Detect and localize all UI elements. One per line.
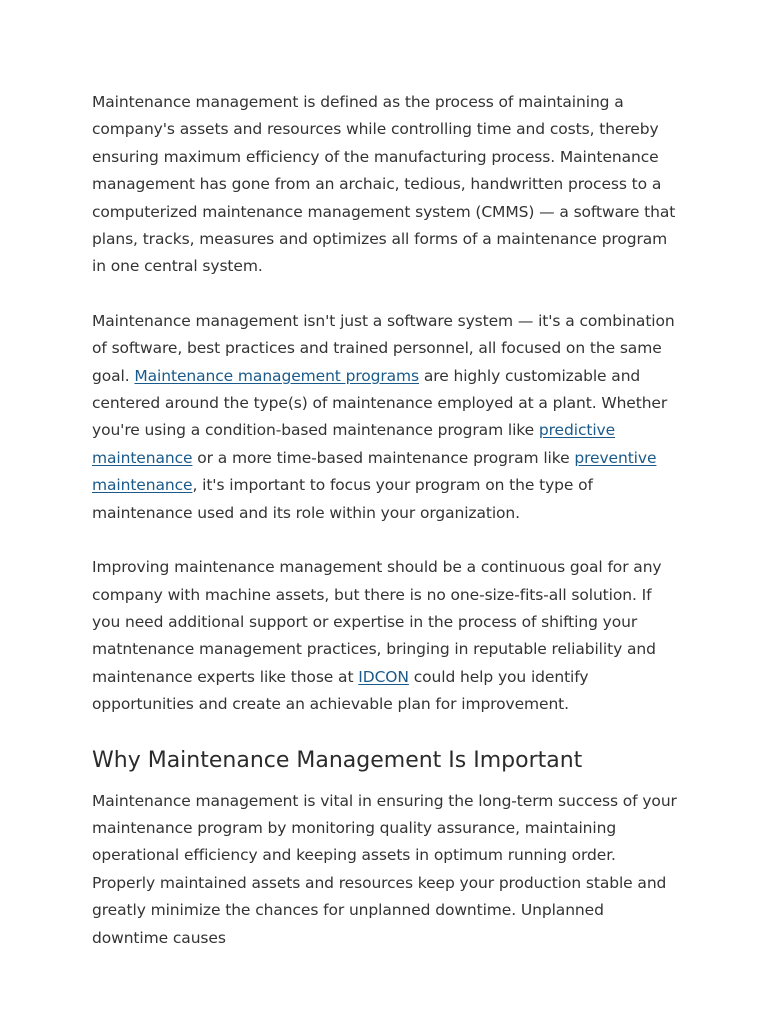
- text-segment: could help you identify opportunities and create an achievable plan for improvement.: [92, 667, 589, 714]
- paragraph-importance: Maintenance management is vital in ensuring the long-term success of your maintenance program by monitoring quality assurance, maintaining operational efficiency and keeping assets in optimum running order. Properly maintained assets and resources keep your production stable and greatly minimize the chances for unplanned downtime. Unplanned downtime causes: [92, 791, 677, 947]
- link-idcon[interactable]: IDCON: [358, 667, 409, 686]
- text-segment: or a more time-based maintenance program like: [192, 448, 575, 467]
- link-maintenance-management-programs[interactable]: Maintenance management programs: [134, 366, 420, 385]
- section-heading: Why Maintenance Management Is Important: [92, 747, 583, 773]
- link-predictive-maintenance[interactable]: predictive maintenance: [92, 421, 616, 467]
- text-segment: Improving maintenance management should be a continuous goal for any company with machine assets, but there is no one-size-fits-all solution. If you need additional support or expertise in the process of shifting your matntenance management practices, bringing in reputable reliability and maintenance experts like those at: [92, 558, 662, 686]
- text-segment: Maintenance management isn't just a software system — it's a combination of software, best practices and trained personnel, all focused on the same goal.: [92, 311, 675, 385]
- paragraph-intro: Maintenance management is defined as the process of maintaining a company's assets and resources while controlling time and costs, thereby ensuring maximum efficiency of the manufacturing process. Maintenance management has gone from an archaic, tedious, handwritten process to a computerized maintenance management system (CMMS) — a software that plans, tracks, measures and optimizes all forms of a maintenance program in one central system.: [92, 93, 676, 276]
- text-segment: , it's important to focus your program on the type of maintenance used and its role within your organization.: [92, 476, 593, 522]
- link-preventive-maintenance[interactable]: preventive maintenance: [92, 448, 657, 495]
- paragraph-improving: [92, 554, 682, 718]
- text-segment: are highly customizable and centered around the type(s) of maintenance employed at a plant. Whether you're using a condition-based maintenance program like: [92, 366, 668, 440]
- paragraph-programs: [92, 308, 682, 527]
- article-body: [92, 89, 682, 979]
